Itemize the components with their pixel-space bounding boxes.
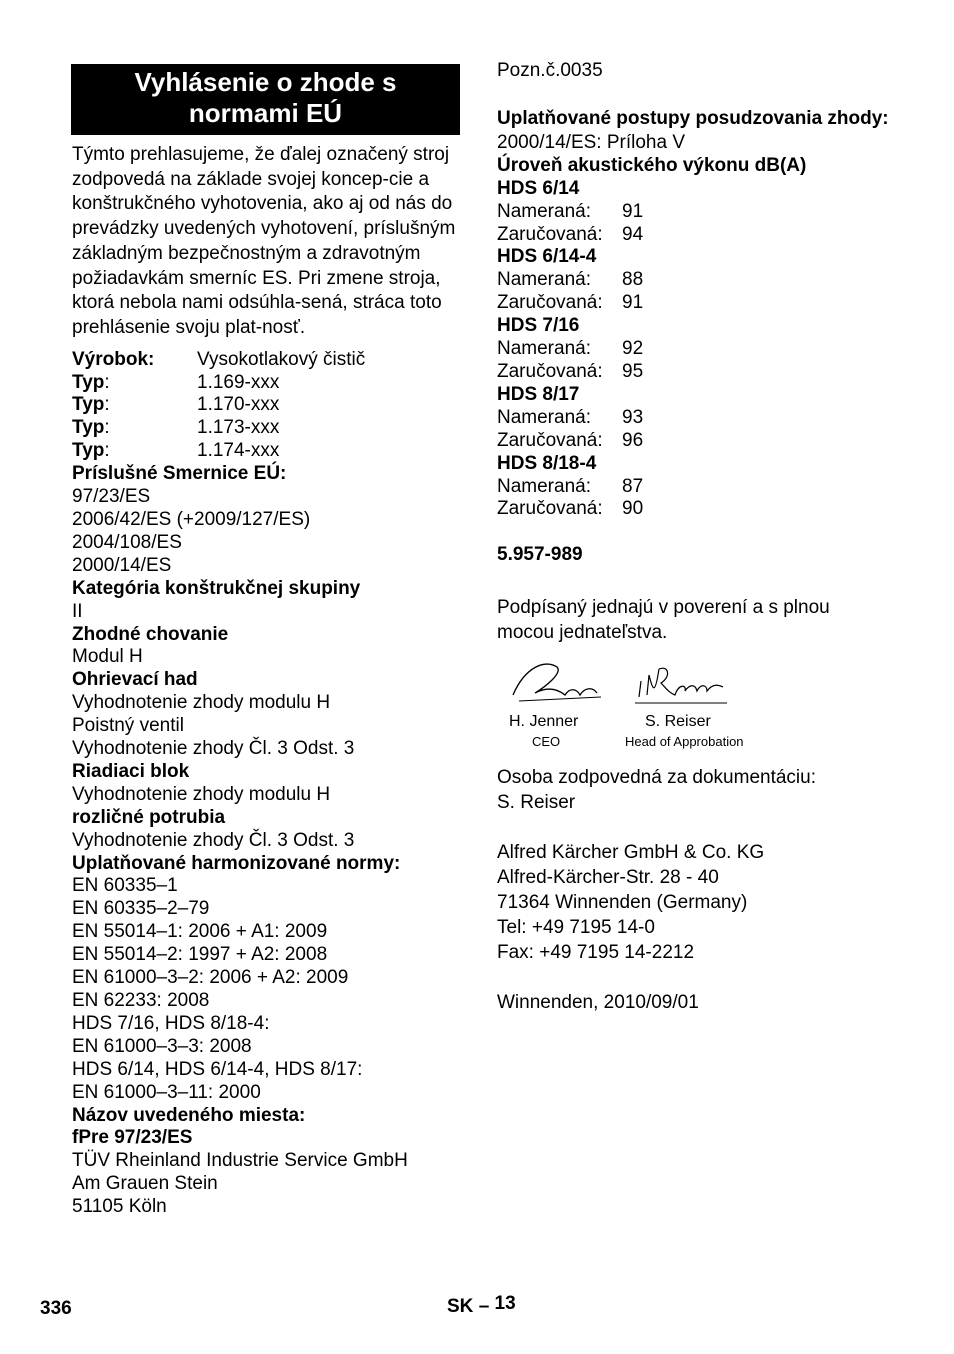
model-name: HDS 6/14 [497,177,580,199]
measured-row [497,201,897,224]
company-line: 71364 Winnenden (Germany) [497,892,748,914]
heater-line: Vyhodnotenie zhody Čl. 3 Odst. 3 [72,738,355,760]
section-page: 13 [494,1293,516,1314]
type-label: Typ [72,440,105,462]
category-value: II [72,600,83,622]
guaranteed-value: 94 [622,223,644,245]
signatures [497,657,897,750]
measured-label: Nameraná: [497,200,591,222]
type-row [72,394,460,417]
measured-row [497,338,897,361]
heater-label: Ohrievací had [72,669,198,691]
directive-item: 2004/108/ES [72,531,182,553]
model-name: HDS 8/18-4 [497,452,597,474]
notified-body-line: TÜV Rheinland Industrie Service GmbH [72,1150,408,1172]
measured-value: 91 [622,200,644,222]
intro-paragraph: Týmto prehlasujeme, že ďalej označený stroj zodpovedá na základe svojej koncep-cie a konštrukčného vyhotovenia, ako aj od nás do prevádzky uvedených vyhotovení, príslušným základným bezpečnostným a zdravotným požiadavkám smerníc ES. Pri zmene stroja, ktorá nebola nami odsúhla-sená, stráca toto prehlásenie svoju plat-nosť. [72,144,456,338]
place-date: Winnenden, 2010/09/01 [497,992,699,1014]
standards-label: Uplatňované harmonizované normy: [72,852,401,874]
directive-item: 2000/14/ES [72,554,172,576]
type-colon: : [104,417,110,439]
measured-value: 88 [622,269,644,291]
guaranteed-value: 90 [622,498,644,520]
guaranteed-row [497,361,897,384]
doc-person-label: Osoba zodpovedná za dokumentáciu: [497,767,816,789]
guaranteed-label: Zaručovaná: [497,223,603,245]
product-value: Vysokotlakový čistič [197,348,366,370]
guaranteed-row [497,430,897,453]
category-label: Kategória konštrukčnej skupiny [72,577,361,599]
measured-label: Nameraná: [497,406,591,428]
guaranteed-label: Zaručovaná: [497,292,603,314]
pipes-value: Vyhodnotenie zhody Čl. 3 Odst. 3 [72,829,355,851]
standard-item: EN 60335–1 [72,875,178,897]
notified-body-sublabel: fPre 97/23/ES [72,1127,193,1149]
standard-item: EN 61000–3–11: 2000 [72,1081,261,1103]
measured-value: 93 [622,406,644,428]
notified-body-line: 51105 Köln [72,1196,167,1218]
company-line: Alfred Kärcher GmbH & Co. KG [497,842,765,864]
measured-row [497,407,897,430]
measured-label: Nameraná: [497,269,591,291]
doc-person: S. Reiser [497,792,576,814]
standard-item: EN 55014–2: 1997 + A2: 2008 [72,944,328,966]
directives-label: Príslušné Smernice EÚ: [72,463,287,485]
signatory-role-2: Head of Approbation [625,734,744,750]
type-row [72,372,460,395]
company-line: Tel: +49 7195 14-0 [497,917,655,939]
section-footer [447,1293,516,1318]
type-value: 1.170-xxx [197,394,280,416]
model-name: HDS 7/16 [497,315,580,337]
type-row [72,417,460,440]
type-value: 1.169-xxx [197,371,280,393]
measured-label: Nameraná: [497,338,591,360]
directive-item: 2006/42/ES (+2009/127/ES) [72,508,311,530]
control-value: Vyhodnotenie zhody modulu H [72,783,331,805]
company-line: Alfred-Kärcher-Str. 28 - 40 [497,867,719,889]
measured-label: Nameraná: [497,475,591,497]
conformity-value: Modul H [72,646,143,668]
type-colon: : [104,371,110,393]
signatory-name-1: H. Jenner [509,713,579,731]
page-number: 336 [40,1298,72,1319]
procedures-label: Uplatňované postupy posudzovania zhody: [497,107,889,129]
type-label: Typ [72,371,105,393]
language-code: SK [447,1296,474,1317]
type-value: 1.174-xxx [197,440,280,462]
heater-line: Vyhodnotenie zhody modulu H [72,692,331,714]
document-title: Vyhlásenie o zhode s normami EÚ [71,64,460,135]
guaranteed-label: Zaručovaná: [497,498,603,520]
signed-statement: Podpísaný jednajú v poverení a s plnou mocou jednateľstva. [497,597,830,644]
type-row [72,440,460,463]
acoustic-label: Úroveň akustického výkonu dB(A) [497,154,807,176]
control-label: Riadiaci blok [72,760,190,782]
standard-item: EN 61000–3–2: 2006 + A2: 2009 [72,967,349,989]
left-column [72,64,460,1219]
signature-reiser [635,661,730,707]
guaranteed-value: 91 [622,292,644,314]
standard-item: EN 55014–1: 2006 + A1: 2009 [72,921,328,943]
product-label: Výrobok: [72,348,155,370]
type-value: 1.173-xxx [197,417,280,439]
standard-item: EN 62233: 2008 [72,990,210,1011]
standard-item: HDS 7/16, HDS 8/18-4: [72,1012,270,1034]
type-label: Typ [72,417,105,439]
pipes-label: rozličné potrubia [72,806,226,828]
signature-jenner [505,657,605,707]
type-colon: : [104,440,110,462]
guaranteed-label: Zaručovaná: [497,360,603,382]
notified-body-line: Am Grauen Stein [72,1173,218,1195]
measured-row [497,476,897,499]
guaranteed-value: 96 [622,429,644,451]
guaranteed-row [497,224,897,247]
standard-item: EN 60335–2–79 [72,898,210,920]
company-line: Fax: +49 7195 14-2212 [497,942,695,964]
guaranteed-row [497,292,897,315]
guaranteed-row [497,498,897,521]
standard-item: HDS 6/14, HDS 6/14-4, HDS 8/17: [72,1058,363,1080]
reference-number: Pozn.č.0035 [497,60,603,81]
guaranteed-value: 95 [622,360,644,382]
measured-row [497,269,897,292]
heater-line: Poistný ventil [72,715,184,737]
footer-dash: – [478,1296,490,1317]
model-name: HDS 6/14-4 [497,246,597,268]
type-colon: : [104,394,110,416]
conformity-label: Zhodné chovanie [72,623,229,645]
guaranteed-label: Zaručovaná: [497,429,603,451]
notified-body-label: Názov uvedeného miesta: [72,1104,306,1126]
standard-item: EN 61000–3–3: 2008 [72,1035,252,1057]
document-number: 5.957-989 [497,544,583,566]
signatory-name-2: S. Reiser [645,713,711,731]
right-column [497,60,897,1015]
model-name: HDS 8/17 [497,383,580,405]
measured-value: 87 [622,475,644,497]
product-row [72,349,460,372]
signatory-role-1: CEO [532,734,561,750]
directive-item: 97/23/ES [72,486,151,508]
procedures-value: 2000/14/ES: Príloha V [497,131,686,153]
type-label: Typ [72,394,105,416]
measured-value: 92 [622,338,644,360]
